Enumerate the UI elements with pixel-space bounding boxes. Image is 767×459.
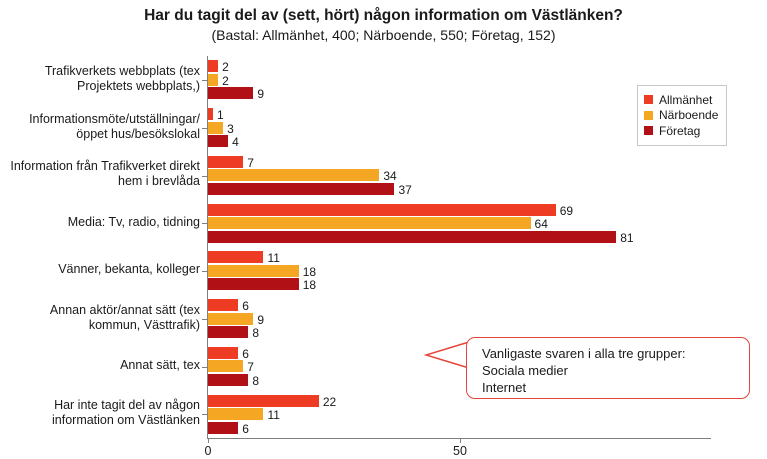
bar — [208, 60, 218, 72]
y-axis-tick — [202, 80, 207, 81]
bar — [208, 156, 243, 168]
bar-value-label: 8 — [252, 373, 259, 388]
bar — [208, 265, 299, 277]
bar — [208, 204, 556, 216]
legend-label: Närboende — [659, 108, 719, 122]
y-axis-tick — [202, 223, 207, 224]
bar-value-label: 2 — [222, 73, 229, 88]
bar — [208, 169, 379, 181]
y-axis-tick — [202, 414, 207, 415]
legend — [637, 85, 727, 146]
bar — [208, 360, 243, 372]
x-axis-tick-label: 50 — [453, 444, 467, 458]
bar — [208, 108, 213, 120]
bar — [208, 313, 253, 325]
bar-value-label: 6 — [242, 299, 249, 314]
category-label: Information från Trafikverket direkt hem i brevlåda — [10, 159, 200, 189]
category-label: Annan aktör/annat sätt (tex kommun, Västtrafik) — [49, 302, 200, 332]
bar-value-label: 9 — [257, 312, 265, 327]
y-axis-tick — [202, 128, 207, 129]
legend-label: Allmänhet — [659, 92, 713, 107]
bar-value-label: 22 — [322, 394, 337, 409]
bar-value-label: 18 — [302, 278, 317, 293]
category-label: Informationsmöte/utställningar/ öppet hus/besökslokal — [29, 111, 200, 141]
bar — [208, 135, 228, 147]
bar-value-label: 11 — [267, 408, 280, 423]
bar — [208, 87, 253, 99]
bar-value-label: 8 — [252, 326, 259, 341]
legend-swatch-icon — [644, 111, 653, 120]
bar-value-label: 6 — [242, 421, 249, 436]
bar-value-label: 2 — [222, 60, 229, 75]
callout-box — [466, 337, 750, 399]
legend-item — [644, 93, 718, 107]
bar-value-label: 64 — [534, 217, 548, 232]
bar-value-label: 11 — [267, 251, 280, 266]
bar-value-label: 7 — [247, 360, 254, 375]
bar — [208, 299, 238, 311]
legend-label: Företag — [659, 123, 701, 138]
category-label: Trafikverkets webbplats (tex Projektets webbplats,) — [44, 63, 200, 93]
bar — [208, 74, 218, 86]
bar-value-label: 37 — [398, 182, 412, 197]
bar-value-label: 6 — [242, 346, 249, 361]
category-group — [0, 247, 767, 295]
bar-value-label: 18 — [302, 264, 317, 279]
bar — [208, 122, 223, 134]
x-axis-tick — [208, 438, 209, 443]
bar-value-label: 7 — [247, 155, 254, 170]
bar — [208, 231, 616, 243]
bar-value-label: 34 — [383, 169, 397, 184]
callout-line: Vanligaste svaren i alla tre grupper: — [482, 346, 686, 361]
category-label: Media: Tv, radio, tidning — [67, 214, 200, 229]
bar-value-label: 1 — [217, 108, 224, 123]
bar — [208, 278, 299, 290]
chart-subtitle: (Bastal: Allmänhet, 400; Närboende, 550; Företag, 152) — [211, 27, 556, 43]
y-axis-tick — [202, 367, 207, 368]
bar — [208, 422, 238, 434]
category-label: Annat sätt, tex — [120, 357, 200, 372]
callout-pointer-icon — [424, 340, 470, 370]
y-axis-tick — [202, 176, 207, 177]
y-axis-tick — [202, 319, 207, 320]
legend-item — [644, 108, 718, 122]
bar — [208, 251, 263, 263]
bar — [208, 347, 238, 359]
y-axis-tick — [202, 271, 207, 272]
bar — [208, 326, 248, 338]
bar-value-label: 69 — [559, 203, 574, 218]
bar — [208, 374, 248, 386]
bar — [208, 395, 319, 407]
x-axis-tick-label: 0 — [204, 444, 212, 458]
category-group — [0, 199, 767, 247]
category-group — [0, 295, 767, 343]
callout-line: Internet — [482, 380, 527, 395]
category-group — [0, 152, 767, 200]
bar-value-label: 3 — [227, 121, 234, 136]
bar — [208, 217, 531, 229]
callout-line: Sociala medier — [482, 363, 568, 378]
bar — [208, 408, 263, 420]
bar-value-label: 81 — [620, 230, 634, 245]
bar-value-label: 9 — [257, 87, 265, 102]
page-title: Har du tagit del av (sett, hört) någon information om Västlänken? — [144, 7, 623, 24]
category-label: Har inte tagit del av någon information om Västlänken — [52, 398, 200, 428]
legend-swatch-icon — [644, 95, 653, 104]
legend-item — [644, 124, 718, 138]
category-label: Vänner, bekanta, kolleger — [58, 262, 200, 277]
x-axis-tick — [460, 438, 461, 443]
bar-value-label: 4 — [232, 135, 239, 150]
bar — [208, 183, 394, 195]
legend-swatch-icon — [644, 126, 653, 135]
chart-title-block — [0, 6, 767, 45]
x-axis-line — [207, 438, 711, 439]
